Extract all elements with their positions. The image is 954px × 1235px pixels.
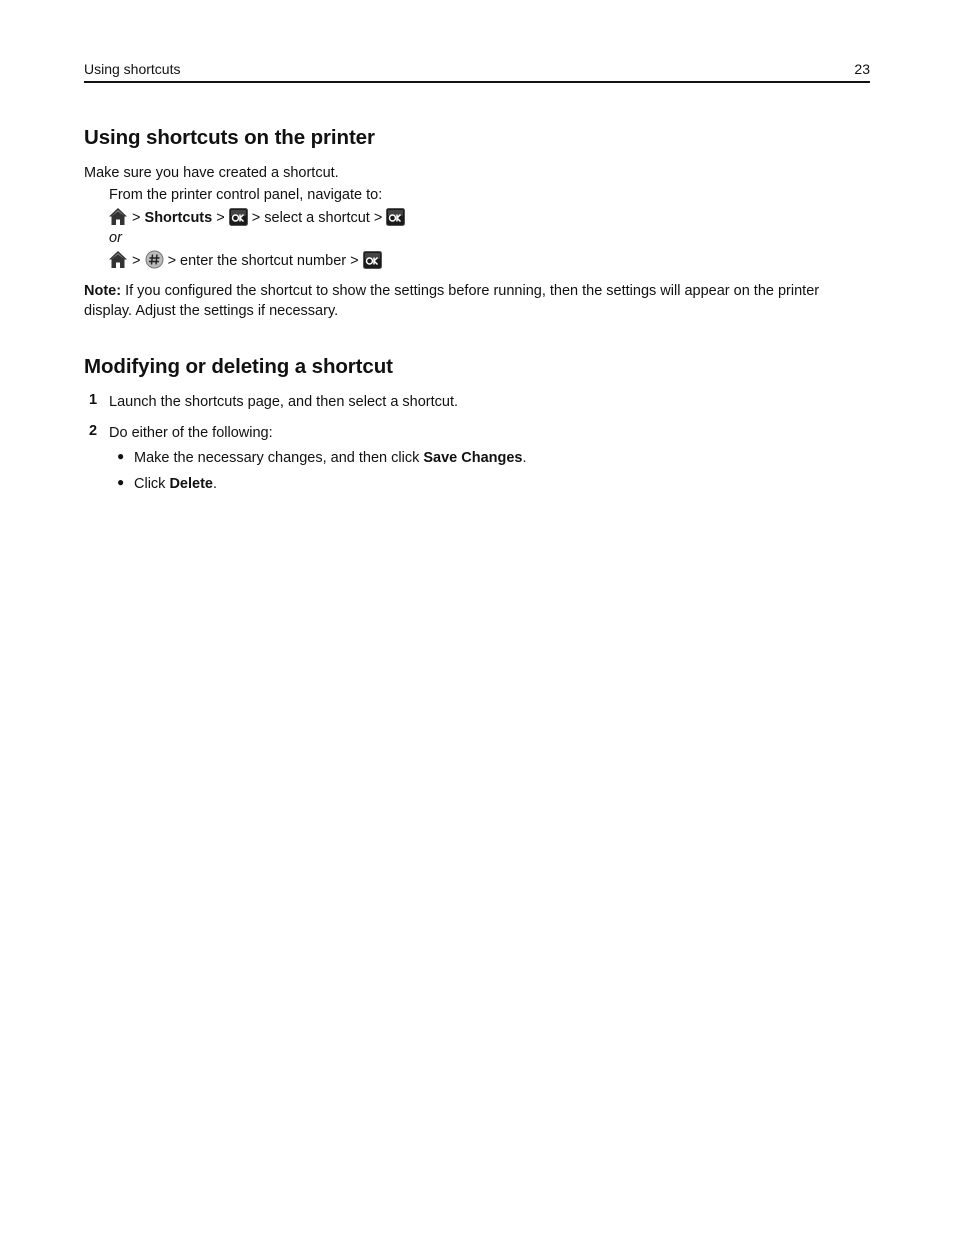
bullet-item-delete: [134, 474, 217, 494]
intro-text: Make sure you have created a shortcut.: [84, 165, 339, 181]
navigation-path-2: [108, 250, 382, 275]
step-text: Launch the shortcuts page, and then select a shortcut.: [109, 394, 459, 410]
header-section-title: Using shortcuts: [84, 61, 181, 77]
hash-button-icon: [145, 250, 164, 275]
bullet-marker: ●: [117, 449, 125, 463]
ok-button-icon: [363, 251, 382, 275]
path-separator: >: [132, 210, 141, 226]
bullet-text: Click: [134, 476, 170, 492]
bullet-text: Make the necessary changes, and then click: [134, 450, 424, 466]
page-header: [84, 60, 870, 83]
page-number: 23: [854, 61, 870, 77]
note-paragraph: [84, 281, 870, 321]
bullet-marker: ●: [117, 475, 125, 489]
step-number: 2: [89, 423, 98, 439]
navigation-path-1: [108, 207, 405, 232]
bullet-punctuation: .: [522, 450, 527, 466]
path-separator: >: [132, 253, 141, 269]
path-step-text: > select a shortcut >: [251, 210, 383, 226]
note-label: Note:: [84, 283, 122, 299]
note-text: If you configured the shortcut to show the settings before running, then the settings will appear on the printer display. Adjust the settings if necessary.: [84, 283, 820, 319]
section-title-using-shortcuts: Using shortcuts on the printer: [84, 126, 375, 149]
home-icon: [108, 250, 128, 275]
shortcuts-menu-label: Shortcuts: [144, 210, 213, 226]
bullet-item-save-changes: [134, 448, 527, 468]
ok-button-icon: [229, 208, 248, 232]
section-title-modifying-shortcut: Modifying or deleting a shortcut: [84, 355, 393, 378]
step-number: 1: [89, 392, 98, 408]
or-text: or: [109, 230, 122, 246]
delete-label: Delete: [169, 476, 213, 492]
save-changes-label: Save Changes: [423, 450, 523, 466]
ok-button-icon: [386, 208, 405, 232]
step-text: Do either of the following:: [109, 425, 273, 441]
bullet-punctuation: .: [212, 476, 218, 492]
navigate-text: From the printer control panel, navigate to:: [109, 187, 383, 203]
path-step-text: > enter the shortcut number >: [167, 253, 359, 269]
path-separator: >: [216, 210, 225, 226]
